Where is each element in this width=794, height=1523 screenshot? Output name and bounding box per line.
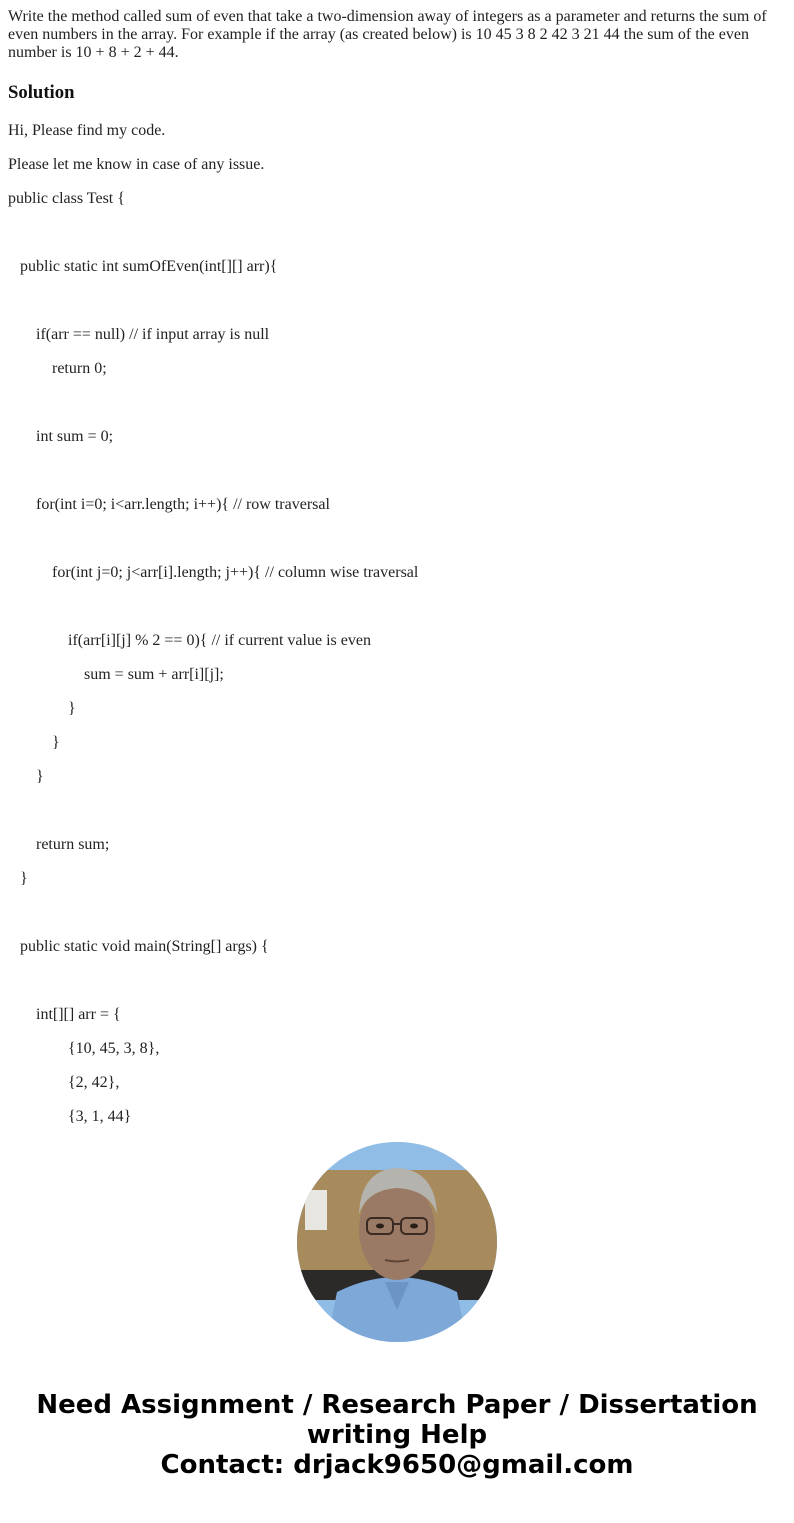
person-photo-avatar-icon	[297, 1142, 497, 1342]
code-line: }	[52, 734, 60, 751]
blank-code-line	[8, 598, 786, 616]
footer-line-2: writing Help	[306, 1420, 488, 1450]
blank-code-line	[8, 224, 786, 242]
solution-heading: Solution	[8, 82, 75, 103]
code-line: }	[20, 870, 28, 887]
blank-code-line	[8, 394, 786, 412]
blank-code-line	[8, 292, 786, 310]
code-line: }	[36, 768, 44, 785]
avatar-illustration	[297, 1142, 497, 1342]
avatar-container	[0, 1142, 794, 1342]
code-line: return 0;	[52, 360, 107, 377]
code-line: int sum = 0;	[36, 428, 114, 445]
code-line: public class Test {	[8, 190, 125, 207]
code-line: public static int sumOfEven(int[][] arr){	[20, 258, 278, 275]
intro-line: Please let me know in case of any issue.	[8, 156, 265, 173]
blank-code-line	[8, 530, 786, 548]
code-line: for(int j=0; j<arr[i].length; j++){ // column wise traversal	[52, 564, 419, 581]
code-line: {10, 45, 3, 8},	[68, 1040, 160, 1057]
code-line: if(arr[i][j] % 2 == 0){ // if current value is even	[68, 632, 371, 649]
code-line: if(arr == null) // if input array is null	[36, 326, 270, 343]
code-line: int[][] arr = {	[36, 1006, 121, 1023]
code-line: }	[68, 700, 76, 717]
code-line: {2, 42},	[68, 1074, 120, 1091]
blank-code-line	[8, 462, 786, 480]
blank-code-line	[8, 904, 786, 922]
contact-footer	[0, 1390, 794, 1480]
intro-line: Hi, Please find my code.	[8, 122, 166, 139]
blank-code-line	[8, 802, 786, 820]
footer-line-1: Need Assignment / Research Paper / Dissertation	[36, 1390, 758, 1420]
code-line: return sum;	[36, 836, 110, 853]
code-line: {3, 1, 44}	[68, 1108, 132, 1125]
code-line: sum = sum + arr[i][j];	[84, 666, 224, 683]
code-block	[8, 190, 786, 1126]
blank-code-line	[8, 972, 786, 990]
code-line: for(int i=0; i<arr.length; i++){ // row traversal	[36, 496, 330, 513]
code-line: public static void main(String[] args) {	[20, 938, 269, 955]
footer-contact-email: Contact: drjack9650@gmail.com	[160, 1450, 634, 1480]
question-text: Write the method called sum of even that take a two-dimension away of integers as a parameter and returns the sum of even numbers in the array. For example if the array (as created below) is 10 45 3 8 2 42 3 21 44 the sum of the even number is 10 + 8 + 2 + 44.	[8, 8, 767, 61]
